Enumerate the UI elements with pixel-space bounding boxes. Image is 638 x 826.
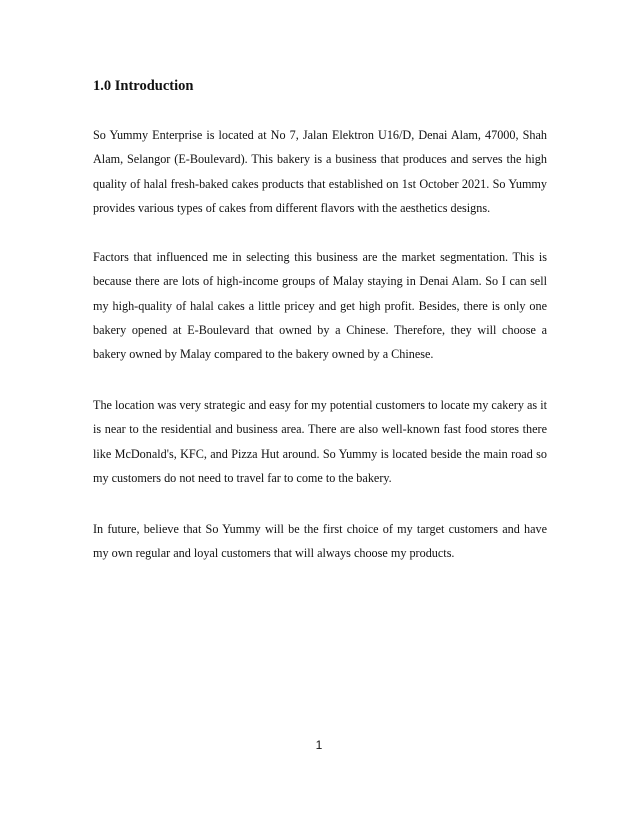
section-heading: 1.0 Introduction [93,78,194,94]
paragraph-selection-factors: Factors that influenced me in selecting this business are the market segmentation. This is because there are lots of high-income groups of Malay staying in Denai Alam. So I can sell my high-quality of halal cakes a little pricey and get high profit. Besides, there is only one bakery opened at E-Boulevard that owned by a Chinese. Therefore, they will choose a bakery owned by Malay compared to the bakery owned by a Chinese. [93,250,547,362]
paragraph-business-location: So Yummy Enterprise is located at No 7, Jalan Elektron U16/D, Denai Alam, 47000, Shah Alam, Selangor (E-Boulevard). This bakery is a business that produces and serves the high quality of halal fresh-baked cakes products that established on 1st October 2021. So Yummy provides various types of cakes from different flavors with the aesthetics designs. [93,128,547,215]
page-number: 1 [315,738,323,752]
paragraph-future-outlook: In future, believe that So Yummy will be the first choice of my target customers and have my own regular and loyal customers that will always choose my products. [93,522,547,561]
paragraph-strategic-location: The location was very strategic and easy for my potential customers to locate my cakery as it is near to the residential and business area. There are also well-known fast food stores there like McDonald's, KFC, and Pizza Hut around. So Yummy is located beside the main road so my customers do not need to travel far to come to the bakery. [93,398,547,485]
